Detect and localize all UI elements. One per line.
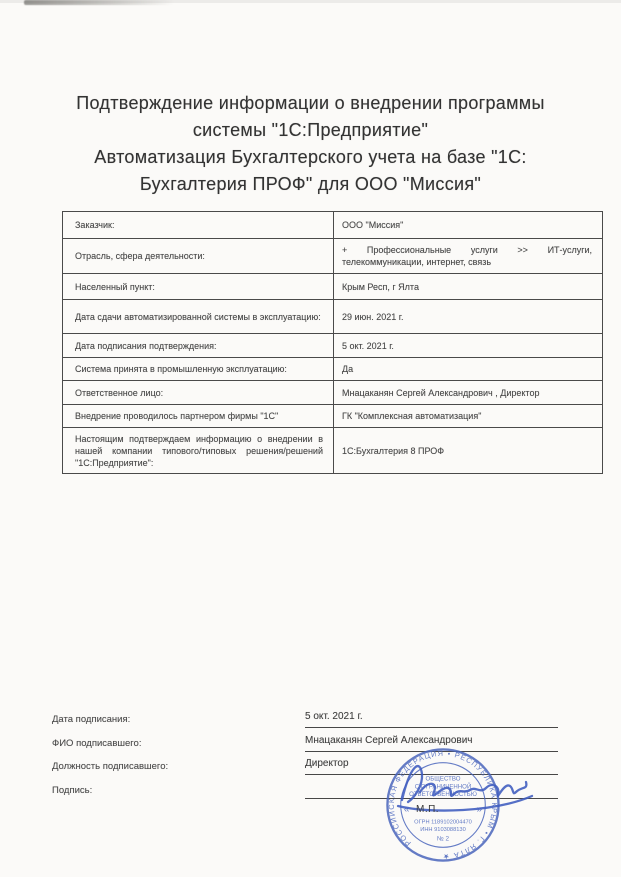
document-title-line: Автоматизация Бухгалтерского учета на базе "1С: <box>94 147 527 167</box>
signature-stroke <box>402 766 422 802</box>
row-value: Да <box>334 358 603 381</box>
implementation-info-table <box>62 211 603 474</box>
table-row <box>63 274 603 300</box>
row-label: Населенный пункт: <box>63 274 334 300</box>
signature-field-label: ФИО подписавшего: <box>52 738 142 749</box>
row-label: Внедрение проводилось партнером фирмы "1С" <box>63 405 334 428</box>
document-title-line: системы "1С:Предприятие" <box>192 120 429 140</box>
row-value: Крым Респ, г Ялта <box>334 274 603 300</box>
table-row <box>63 358 603 381</box>
document-title-line: Подтверждение информации о внедрении программы <box>76 93 545 113</box>
table-row <box>63 334 603 358</box>
handwritten-signature <box>388 750 543 818</box>
row-label: Настоящим подтверждаем информацию о внедрении в нашей компании типового/типовых решения/решений "1С:Предприятие": <box>63 428 334 474</box>
document-title <box>30 90 591 198</box>
table-row <box>63 300 603 334</box>
signature-svg <box>388 750 543 818</box>
stamp-number: № 2 <box>436 835 450 843</box>
row-value: 1С:Бухгалтерия 8 ПРОФ <box>334 428 603 474</box>
row-value: 29 июн. 2021 г. <box>334 300 603 334</box>
row-label: Заказчик: <box>63 212 334 239</box>
table-row <box>63 405 603 428</box>
row-value: + Профессиональные услуги >> ИТ-услуги, телекоммуникации, интернет, связь <box>334 239 603 274</box>
table-row <box>63 239 603 274</box>
row-label: Дата сдачи автоматизированной системы в эксплуатацию: <box>63 300 334 334</box>
row-value: 5 окт. 2021 г. <box>334 334 603 358</box>
stamp-inn: ИНН 9103088130 <box>420 827 466 834</box>
stamp-org-line: С ОГРАНИЧЕННОЙ <box>414 783 472 791</box>
signature-field-label: Должность подписавшего: <box>52 761 169 772</box>
stamp-quote-close: » <box>476 803 483 815</box>
signature-field-label: Подпись: <box>52 785 93 796</box>
table-row <box>63 212 603 239</box>
info-table-body <box>63 212 603 474</box>
row-value: ГК "Комплексная автоматизация" <box>334 405 603 428</box>
row-label: Система принята в промышленную эксплуатацию: <box>63 358 334 381</box>
row-label: Ответственное лицо: <box>63 381 334 405</box>
signature-field <box>0 711 621 728</box>
stamp-ring-text: РОССИЙСКАЯ ФЕДЕРАЦИЯ • РЕСПУБЛИКА КРЫМ • Г. ЯЛТА ★ <box>386 748 500 862</box>
row-label: Отрасль, сфера деятельности: <box>63 239 334 274</box>
signature-stroke <box>420 782 526 796</box>
table-row <box>63 381 603 405</box>
row-label: Дата подписания подтверждения: <box>63 334 334 358</box>
table-row <box>63 428 603 474</box>
stamp-quote-open: « <box>403 803 410 815</box>
stamp-org-line: ОБЩЕСТВО <box>425 775 461 783</box>
stamp-org-line: ОТВЕТСТВЕННОСТЬЮ <box>409 791 477 799</box>
row-value: Мнацаканян Сергей Александрович , Директор <box>334 381 603 405</box>
row-value: ООО "Миссия" <box>334 212 603 239</box>
signature-field-value: Директор <box>305 758 558 775</box>
scan-smudge-artifact <box>24 0 174 5</box>
signature-field-label: Дата подписания: <box>52 714 131 725</box>
signature-field-value: Мнацаканян Сергей Александрович <box>305 735 558 752</box>
mp-seal-label: М.П. <box>416 804 440 815</box>
stamp-ogrn: ОГРН 1189102004470 <box>414 819 472 826</box>
signature-field-value: 5 окт. 2021 г. <box>305 711 558 728</box>
document-title-line: Бухгалтерия ПРОФ" для ООО "Миссия" <box>139 174 482 194</box>
